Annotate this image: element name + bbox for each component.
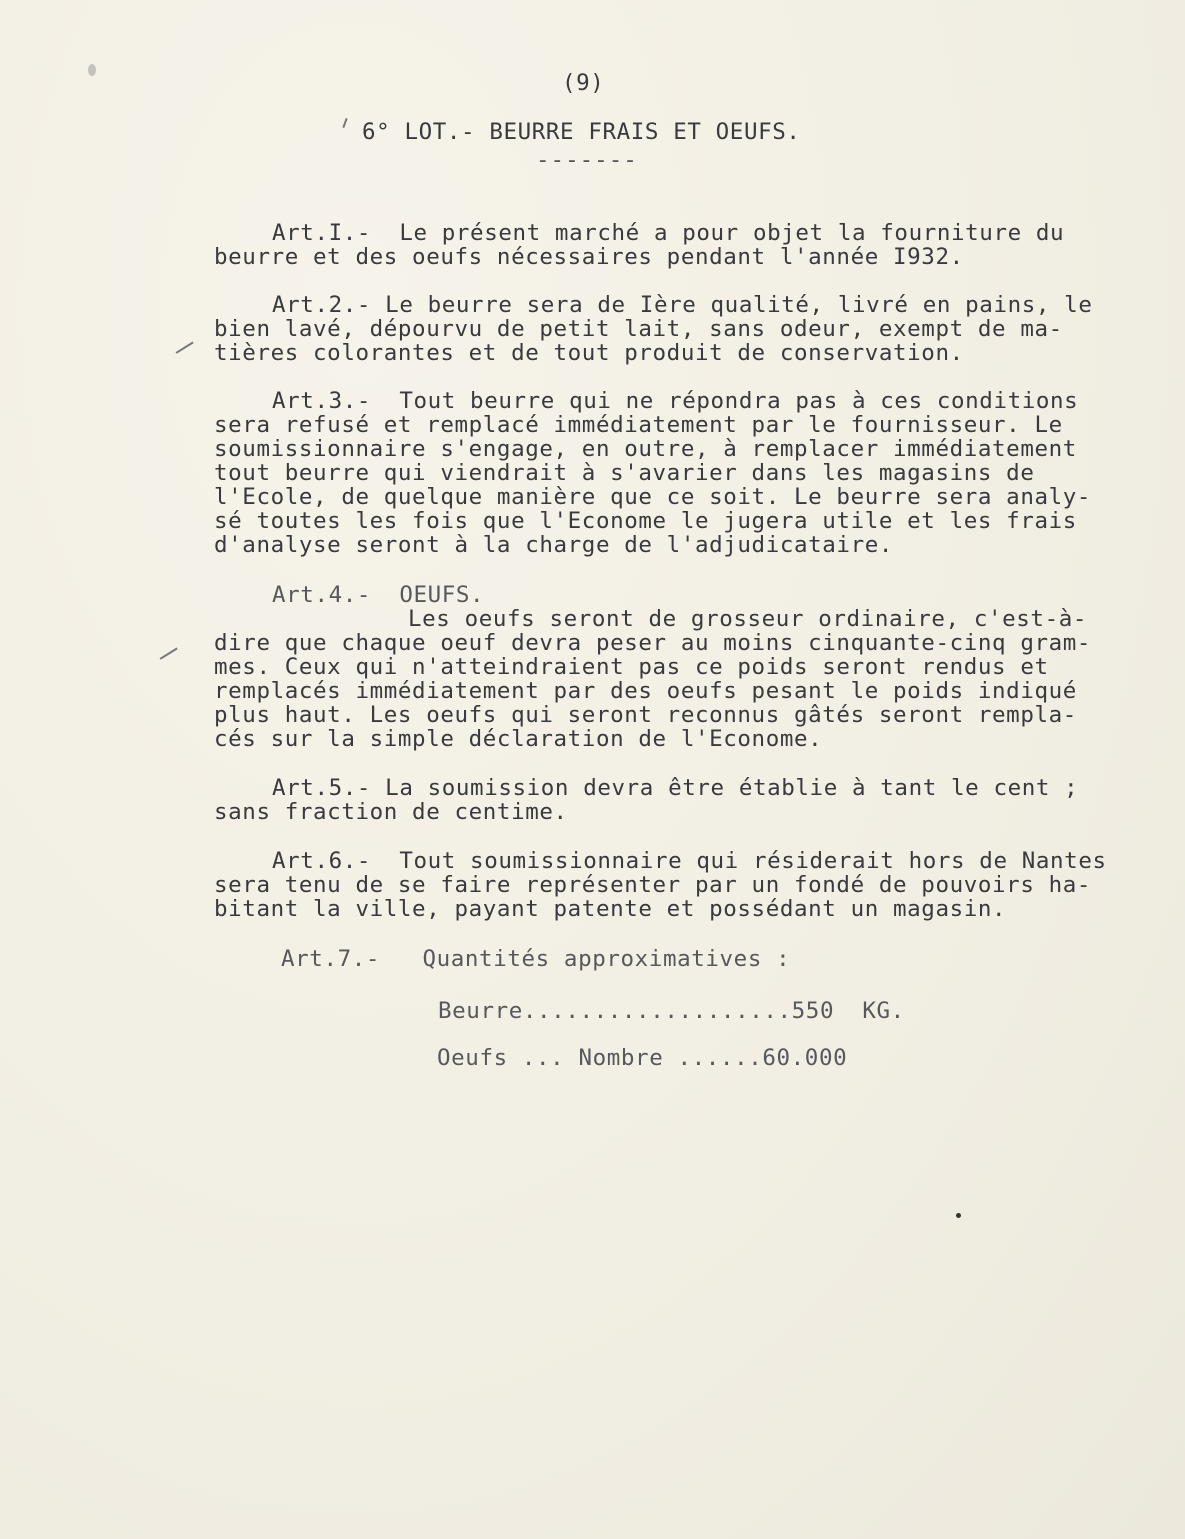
article-4-line-5: plus haut. Les oeufs qui seront reconnus gâtés seront rempla- xyxy=(214,702,1077,728)
margin-pencil-mark xyxy=(176,342,194,354)
article-6-line-1: Art.6.- Tout soumissionnaire qui résiderait hors de Nantes xyxy=(272,848,1107,874)
article-7-heading: Art.7.- Quantités approximatives : xyxy=(281,946,791,972)
margin-tick-mark xyxy=(342,118,347,128)
article-3-line-6: sé toutes les fois que l'Econome le jugera utile et les frais xyxy=(214,508,1077,534)
quantity-beurre: Beurre...................550 KG. xyxy=(438,998,905,1024)
article-4-line-1: Les oeufs seront de grosseur ordinaire, c'est-à- xyxy=(408,606,1088,632)
quantity-oeufs: Oeufs ... Nombre ......60.000 xyxy=(437,1045,848,1071)
lot-title: 6° LOT.- BEURRE FRAIS ET OEUFS. xyxy=(362,119,801,145)
article-3-line-4: tout beurre qui viendrait à s'avarier dans les magasins de xyxy=(214,460,1035,486)
article-5-line-2: sans fraction de centime. xyxy=(214,799,568,825)
page-number: (9) xyxy=(562,70,605,96)
ink-smudge xyxy=(88,64,96,76)
article-3-line-5: l'Ecole, de quelque manière que ce soit. Le beurre sera analy- xyxy=(214,484,1092,510)
article-5-line-1: Art.5.- La soumission devra être établie à tant le cent ; xyxy=(272,775,1079,801)
article-3-line-3: soumissionnaire s'engage, en outre, à remplacer immédiatement xyxy=(214,436,1077,462)
article-4-heading: Art.4.- OEUFS. xyxy=(272,582,485,608)
article-4-line-2: dire que chaque oeuf devra peser au moins cinquante-cinq gram- xyxy=(214,630,1092,656)
article-1-line-2: beurre et des oeufs nécessaires pendant l'année I932. xyxy=(214,244,964,270)
article-6-line-2: sera tenu de se faire représenter par un fondé de pouvoirs ha- xyxy=(214,872,1092,898)
article-4-line-4: remplacés immédiatement par des oeufs pesant le poids indiqué xyxy=(214,678,1077,704)
article-1-line-1: Art.I.- Le présent marché a pour objet la fourniture du xyxy=(272,220,1065,246)
ink-dot xyxy=(956,1213,961,1218)
article-3-line-1: Art.3.- Tout beurre qui ne répondra pas à ces conditions xyxy=(272,388,1079,414)
article-3-line-7: d'analyse seront à la charge de l'adjudicataire. xyxy=(214,532,894,558)
article-2-line-3: tières colorantes et de tout produit de conservation. xyxy=(214,340,964,366)
margin-pencil-mark xyxy=(160,648,178,660)
article-3-line-2: sera refusé et remplacé immédiatement par le fournisseur. Le xyxy=(214,412,1063,438)
article-6-line-3: bitant la ville, payant patente et possédant un magasin. xyxy=(214,896,1007,922)
article-2-line-2: bien lavé, dépourvu de petit lait, sans odeur, exempt de ma- xyxy=(214,316,1063,342)
article-4-line-3: mes. Ceux qui n'atteindraient pas ce poids seront rendus et xyxy=(214,654,1049,680)
article-2-line-1: Art.2.- Le beurre sera de Ière qualité, livré en pains, le xyxy=(272,292,1093,318)
title-underline: ------- xyxy=(536,147,638,173)
article-4-line-6: cés sur la simple déclaration de l'Econome. xyxy=(214,726,823,752)
